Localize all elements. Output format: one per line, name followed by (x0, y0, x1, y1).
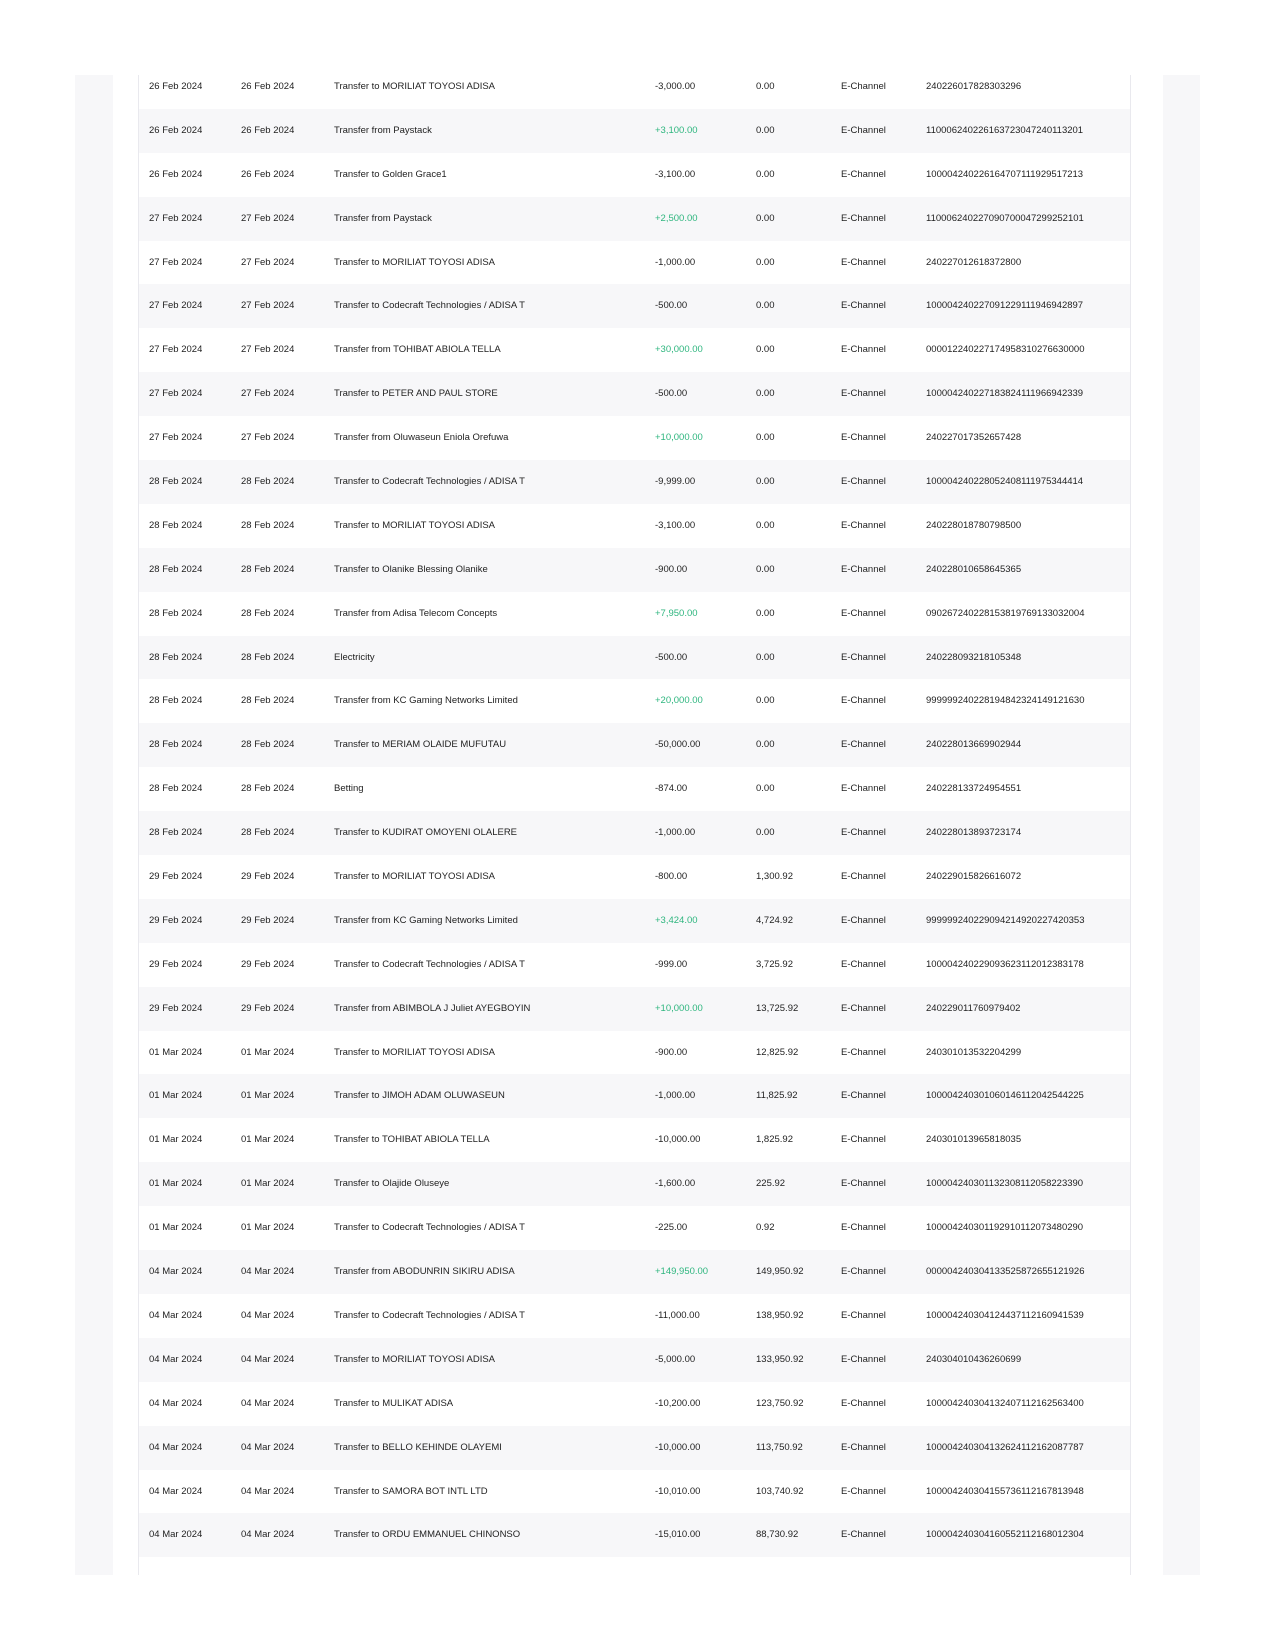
value-date: 26 Feb 2024 (241, 81, 295, 92)
transaction-amount: -1,600.00 (655, 1178, 696, 1190)
transaction-description: Transfer to MULIKAT ADISA (334, 1397, 454, 1409)
reference-number: 100004240304155736112167813948 (926, 1485, 1084, 1497)
balance: 0.00 (756, 168, 775, 180)
balance: 0.00 (756, 783, 775, 795)
transaction-date: 28 Feb 2024 (149, 827, 203, 839)
transaction-description: Transfer to Codecraft Technologies / ADISA T (334, 1309, 525, 1321)
value-date: 28 Feb 2024 (241, 739, 295, 751)
transaction-description: Transfer from ABODUNRIN SIKIRU ADISA (334, 1266, 515, 1278)
value-date: 01 Mar 2024 (241, 1046, 295, 1058)
balance: 149,950.92 (756, 1266, 804, 1278)
transaction-amount: -10,000.00 (655, 1441, 701, 1453)
reference-number: 240228010658645365 (926, 563, 1022, 575)
channel: E-Channel (841, 651, 886, 663)
channel: E-Channel (841, 388, 886, 400)
transaction-description: Transfer to PETER AND PAUL STORE (334, 388, 498, 400)
transaction-amount: -1,000.00 (655, 256, 696, 268)
channel: E-Channel (841, 1266, 886, 1278)
transaction-description: Transfer from Paystack (334, 124, 432, 136)
transaction-amount: -900.00 (655, 1046, 688, 1058)
balance: 138,950.92 (756, 1309, 804, 1321)
balance: 123,750.92 (756, 1397, 804, 1409)
table-row (139, 1338, 1130, 1382)
transaction-amount: -800.00 (655, 871, 688, 883)
transaction-date: 26 Feb 2024 (149, 124, 203, 136)
transaction-date: 04 Mar 2024 (149, 1309, 203, 1321)
table-row (139, 1206, 1130, 1250)
reference-number: 999999240228194842324149121630 (926, 695, 1085, 707)
transaction-date: 27 Feb 2024 (149, 256, 203, 268)
transaction-description: Transfer to SAMORA BOT INTL LTD (334, 1485, 488, 1497)
reference-number: 100004240304132407112162563400 (926, 1397, 1084, 1409)
reference-number: 240228018780798500 (926, 519, 1022, 531)
value-date: 27 Feb 2024 (241, 388, 295, 400)
balance: 0.00 (756, 476, 775, 488)
transaction-amount: +149,950.00 (655, 1266, 709, 1278)
channel: E-Channel (841, 1046, 886, 1058)
channel: E-Channel (841, 519, 886, 531)
transaction-date: 29 Feb 2024 (149, 958, 203, 970)
value-date: 01 Mar 2024 (241, 1222, 295, 1234)
channel: E-Channel (841, 1485, 886, 1497)
balance: 0.92 (756, 1222, 775, 1234)
table-row (139, 109, 1130, 153)
transaction-description: Transfer to MORILIAT TOYOSI ADISA (334, 81, 496, 92)
channel: E-Channel (841, 563, 886, 575)
transaction-amount: -500.00 (655, 651, 688, 663)
reference-number: 000012240227174958310276630000 (926, 344, 1085, 356)
transaction-date: 28 Feb 2024 (149, 739, 203, 751)
transaction-amount: -874.00 (655, 783, 688, 795)
transaction-amount: -10,010.00 (655, 1485, 701, 1497)
transaction-amount: +3,424.00 (655, 914, 698, 926)
transaction-description: Transfer to Codecraft Technologies / ADISA T (334, 300, 525, 312)
balance: 1,825.92 (756, 1134, 793, 1146)
transaction-description: Transfer to BELLO KEHINDE OLAYEMI (334, 1441, 502, 1453)
value-date: 27 Feb 2024 (241, 300, 295, 312)
reference-number: 100004240304124437112160941539 (926, 1309, 1084, 1321)
table-row (139, 1162, 1130, 1206)
balance: 88,730.92 (756, 1529, 799, 1541)
transaction-date: 27 Feb 2024 (149, 212, 203, 224)
reference-number: 100004240228052408111975344414 (926, 476, 1084, 488)
right-page-margin (1163, 75, 1200, 1575)
balance: 0.00 (756, 563, 775, 575)
table-row (139, 1382, 1130, 1426)
channel: E-Channel (841, 1353, 886, 1365)
balance: 3,725.92 (756, 958, 793, 970)
transaction-description: Transfer to MORILIAT TOYOSI ADISA (334, 256, 496, 268)
reference-number: 240227012618372800 (926, 256, 1022, 268)
channel: E-Channel (841, 1529, 886, 1541)
transaction-amount: -999.00 (655, 958, 688, 970)
transaction-date: 29 Feb 2024 (149, 871, 203, 883)
transaction-amount: -50,000.00 (655, 739, 701, 751)
channel: E-Channel (841, 168, 886, 180)
table-row (139, 811, 1130, 855)
table-row (139, 1426, 1130, 1470)
reference-number: 100004240304160552112168012304 (926, 1529, 1084, 1541)
transaction-amount: +20,000.00 (655, 695, 703, 707)
transaction-date: 04 Mar 2024 (149, 1529, 203, 1541)
channel: E-Channel (841, 432, 886, 444)
balance: 0.00 (756, 256, 775, 268)
reference-number: 240229011760979402 (926, 1002, 1021, 1014)
transaction-description: Transfer from KC Gaming Networks Limited (334, 695, 518, 707)
transaction-description: Transfer to Golden Grace1 (334, 168, 447, 180)
balance: 225.92 (756, 1178, 786, 1190)
table-row (139, 987, 1130, 1031)
transaction-description: Transfer from ABIMBOLA J Juliet AYEGBOYIN (334, 1002, 531, 1014)
transaction-date: 04 Mar 2024 (149, 1441, 203, 1453)
transaction-date: 04 Mar 2024 (149, 1397, 203, 1409)
transaction-amount: -500.00 (655, 388, 688, 400)
balance: 0.00 (756, 124, 775, 136)
transaction-description: Transfer to MORILIAT TOYOSI ADISA (334, 519, 496, 531)
value-date: 04 Mar 2024 (241, 1266, 295, 1278)
channel: E-Channel (841, 1002, 886, 1014)
balance: 0.00 (756, 388, 775, 400)
transaction-amount: -900.00 (655, 563, 688, 575)
reference-number: 240304010436260699 (926, 1353, 1022, 1365)
transaction-description: Transfer from Oluwaseun Eniola Orefuwa (334, 432, 509, 444)
transaction-amount: +30,000.00 (655, 344, 703, 356)
transactions-table (139, 65, 1130, 1557)
channel: E-Channel (841, 256, 886, 268)
transaction-description: Transfer to Codecraft Technologies / ADISA T (334, 1222, 525, 1234)
value-date: 28 Feb 2024 (241, 563, 295, 575)
balance: 11,825.92 (756, 1090, 798, 1102)
value-date: 04 Mar 2024 (241, 1485, 295, 1497)
value-date: 28 Feb 2024 (241, 476, 295, 488)
transaction-date: 28 Feb 2024 (149, 783, 203, 795)
transaction-amount: -1,000.00 (655, 827, 696, 839)
channel: E-Channel (841, 827, 886, 839)
value-date: 28 Feb 2024 (241, 519, 295, 531)
transaction-amount: -15,010.00 (655, 1529, 701, 1541)
value-date: 29 Feb 2024 (241, 871, 295, 883)
transaction-description: Transfer to Olanike Blessing Olanike (334, 563, 488, 575)
transaction-description: Transfer from KC Gaming Networks Limited (334, 914, 518, 926)
transaction-description: Betting (334, 783, 364, 795)
channel: E-Channel (841, 1090, 886, 1102)
value-date: 27 Feb 2024 (241, 432, 295, 444)
value-date: 29 Feb 2024 (241, 958, 295, 970)
value-date: 29 Feb 2024 (241, 1002, 295, 1014)
reference-number: 100004240227183824111966942339 (926, 388, 1084, 400)
channel: E-Channel (841, 914, 886, 926)
balance: 0.00 (756, 81, 775, 92)
reference-number: 100004240229093623112012383178 (926, 958, 1084, 970)
table-row (139, 460, 1130, 504)
value-date: 26 Feb 2024 (241, 124, 295, 136)
table-row (139, 1031, 1130, 1075)
value-date: 04 Mar 2024 (241, 1353, 295, 1365)
transaction-amount: -1,000.00 (655, 1090, 696, 1102)
value-date: 28 Feb 2024 (241, 651, 295, 663)
value-date: 04 Mar 2024 (241, 1397, 295, 1409)
reference-number: 100004240227091229111946942897 (926, 300, 1084, 312)
transaction-amount: -5,000.00 (655, 1353, 696, 1365)
transaction-description: Transfer to MORILIAT TOYOSI ADISA (334, 1353, 496, 1365)
table-row (139, 241, 1130, 285)
transaction-amount: -10,000.00 (655, 1134, 701, 1146)
transaction-description: Transfer to KUDIRAT OMOYENI OLALERE (334, 827, 518, 839)
reference-number: 240228013893723174 (926, 827, 1022, 839)
channel: E-Channel (841, 783, 886, 795)
balance: 0.00 (756, 739, 775, 751)
table-right-border (1130, 75, 1131, 1575)
reference-number: 240228013669902944 (926, 739, 1022, 751)
reference-number: 100004240301060146112042544225 (926, 1090, 1084, 1102)
table-row (139, 899, 1130, 943)
transaction-date: 28 Feb 2024 (149, 651, 203, 663)
transaction-amount: +7,950.00 (655, 607, 698, 619)
balance: 133,950.92 (756, 1353, 804, 1365)
transaction-amount: +10,000.00 (655, 1002, 703, 1014)
transaction-date: 29 Feb 2024 (149, 1002, 203, 1014)
balance: 0.00 (756, 607, 775, 619)
transaction-date: 28 Feb 2024 (149, 695, 203, 707)
table-row (139, 636, 1130, 680)
table-row (139, 197, 1130, 241)
reference-number: 240227017352657428 (926, 432, 1022, 444)
transaction-amount: +2,500.00 (655, 212, 698, 224)
reference-number: 000004240304133525872655121926 (926, 1266, 1085, 1278)
table-row (139, 1294, 1130, 1338)
channel: E-Channel (841, 344, 886, 356)
channel: E-Channel (841, 958, 886, 970)
transaction-date: 27 Feb 2024 (149, 432, 203, 444)
transaction-amount: -500.00 (655, 300, 688, 312)
transaction-date: 01 Mar 2024 (149, 1090, 203, 1102)
table-row (139, 328, 1130, 372)
value-date: 01 Mar 2024 (241, 1134, 295, 1146)
transaction-date: 27 Feb 2024 (149, 388, 203, 400)
reference-number: 100004240304132624112162087787 (926, 1441, 1084, 1453)
table-row (139, 723, 1130, 767)
table-row (139, 153, 1130, 197)
transaction-date: 01 Mar 2024 (149, 1178, 203, 1190)
transaction-description: Transfer to MORILIAT TOYOSI ADISA (334, 871, 496, 883)
transaction-amount: -225.00 (655, 1222, 688, 1234)
value-date: 28 Feb 2024 (241, 827, 295, 839)
transaction-amount: -9,999.00 (655, 476, 696, 488)
transaction-amount: -3,100.00 (655, 168, 696, 180)
transaction-date: 28 Feb 2024 (149, 519, 203, 531)
transaction-date: 28 Feb 2024 (149, 563, 203, 575)
transaction-description: Transfer to Olajide Oluseye (334, 1178, 450, 1190)
table-row (139, 855, 1130, 899)
transaction-date: 04 Mar 2024 (149, 1485, 203, 1497)
transaction-description: Transfer to Codecraft Technologies / ADISA T (334, 958, 525, 970)
channel: E-Channel (841, 607, 886, 619)
value-date: 04 Mar 2024 (241, 1529, 295, 1541)
balance: 103,740.92 (756, 1485, 804, 1497)
transaction-amount: -3,100.00 (655, 519, 696, 531)
table-row (139, 372, 1130, 416)
value-date: 04 Mar 2024 (241, 1309, 295, 1321)
transaction-description: Transfer from Paystack (334, 212, 432, 224)
reference-number: 240226017828303296 (926, 81, 1022, 92)
transaction-date: 01 Mar 2024 (149, 1222, 203, 1234)
reference-number: 100004240226164707111929517213 (926, 168, 1084, 180)
transaction-date: 26 Feb 2024 (149, 168, 203, 180)
table-row (139, 1513, 1130, 1557)
reference-number: 240301013965818035 (926, 1134, 1022, 1146)
balance: 4,724.92 (756, 914, 793, 926)
table-row (139, 1074, 1130, 1118)
value-date: 28 Feb 2024 (241, 783, 295, 795)
channel: E-Channel (841, 1178, 886, 1190)
transaction-date: 01 Mar 2024 (149, 1134, 203, 1146)
reference-number: 110006240226163723047240113201 (926, 124, 1084, 136)
transaction-description: Transfer from Adisa Telecom Concepts (334, 607, 498, 619)
transaction-amount: -11,000.00 (655, 1309, 700, 1321)
reference-number: 240228093218105348 (926, 651, 1022, 663)
transaction-description: Transfer to ORDU EMMANUEL CHINONSO (334, 1529, 521, 1541)
transaction-description: Transfer to JIMOH ADAM OLUWASEUN (334, 1090, 505, 1102)
table-row (139, 943, 1130, 987)
channel: E-Channel (841, 300, 886, 312)
balance: 0.00 (756, 300, 775, 312)
channel: E-Channel (841, 124, 886, 136)
balance: 1,300.92 (756, 871, 793, 883)
table-row (139, 416, 1130, 460)
balance: 0.00 (756, 827, 775, 839)
transaction-date: 28 Feb 2024 (149, 607, 203, 619)
transaction-amount: -3,000.00 (655, 81, 696, 92)
table-row (139, 284, 1130, 328)
transaction-description: Transfer to Codecraft Technologies / ADISA T (334, 476, 525, 488)
transaction-date: 27 Feb 2024 (149, 344, 203, 356)
transaction-date: 01 Mar 2024 (149, 1046, 203, 1058)
transaction-date: 04 Mar 2024 (149, 1353, 203, 1365)
value-date: 27 Feb 2024 (241, 256, 295, 268)
transaction-date: 04 Mar 2024 (149, 1266, 203, 1278)
transaction-description: Electricity (334, 651, 375, 663)
value-date: 04 Mar 2024 (241, 1441, 295, 1453)
table-row (139, 679, 1130, 723)
transaction-amount: -10,200.00 (655, 1397, 701, 1409)
channel: E-Channel (841, 1134, 886, 1146)
balance: 13,725.92 (756, 1002, 799, 1014)
value-date: 28 Feb 2024 (241, 695, 295, 707)
transaction-date: 29 Feb 2024 (149, 914, 203, 926)
transaction-description: Transfer to MORILIAT TOYOSI ADISA (334, 1046, 496, 1058)
reference-number: 100004240301192910112073480290 (926, 1222, 1084, 1234)
reference-number: 090267240228153819769133032004 (926, 607, 1085, 619)
value-date: 28 Feb 2024 (241, 607, 295, 619)
transaction-date: 28 Feb 2024 (149, 476, 203, 488)
value-date: 01 Mar 2024 (241, 1178, 295, 1190)
reference-number: 110006240227090700047299252101 (926, 212, 1084, 224)
value-date: 27 Feb 2024 (241, 344, 295, 356)
transaction-description: Transfer to MERIAM OLAIDE MUFUTAU (334, 739, 507, 751)
channel: E-Channel (841, 1222, 886, 1234)
channel: E-Channel (841, 871, 886, 883)
balance: 0.00 (756, 519, 775, 531)
channel: E-Channel (841, 81, 886, 92)
transaction-description: Transfer from TOHIBAT ABIOLA TELLA (334, 344, 501, 356)
reference-number: 999999240229094214920227420353 (926, 914, 1085, 926)
table-row (139, 548, 1130, 592)
transaction-amount: +3,100.00 (655, 124, 698, 136)
table-row (139, 65, 1130, 109)
transaction-description: Transfer to TOHIBAT ABIOLA TELLA (334, 1134, 490, 1146)
reference-number: 100004240301132308112058223390 (926, 1178, 1084, 1190)
transaction-amount: +10,000.00 (655, 432, 703, 444)
reference-number: 240301013532204299 (926, 1046, 1022, 1058)
table-row (139, 592, 1130, 636)
table-row (139, 504, 1130, 548)
channel: E-Channel (841, 1309, 886, 1321)
channel: E-Channel (841, 739, 886, 751)
left-page-margin (75, 75, 113, 1575)
balance: 0.00 (756, 344, 775, 356)
channel: E-Channel (841, 1397, 886, 1409)
channel: E-Channel (841, 476, 886, 488)
value-date: 29 Feb 2024 (241, 914, 295, 926)
transaction-date: 27 Feb 2024 (149, 300, 203, 312)
transaction-date: 26 Feb 2024 (149, 81, 203, 92)
table-row (139, 1118, 1130, 1162)
balance: 0.00 (756, 695, 775, 707)
balance: 113,750.92 (756, 1441, 803, 1453)
value-date: 26 Feb 2024 (241, 168, 295, 180)
channel: E-Channel (841, 695, 886, 707)
table-row (139, 1470, 1130, 1514)
reference-number: 240228133724954551 (926, 783, 1022, 795)
balance: 0.00 (756, 212, 775, 224)
channel: E-Channel (841, 1441, 886, 1453)
table-row (139, 1250, 1130, 1294)
balance: 0.00 (756, 432, 775, 444)
channel: E-Channel (841, 212, 886, 224)
value-date: 01 Mar 2024 (241, 1090, 295, 1102)
balance: 0.00 (756, 651, 775, 663)
reference-number: 240229015826616072 (926, 871, 1022, 883)
table-row (139, 767, 1130, 811)
value-date: 27 Feb 2024 (241, 212, 295, 224)
balance: 12,825.92 (756, 1046, 799, 1058)
